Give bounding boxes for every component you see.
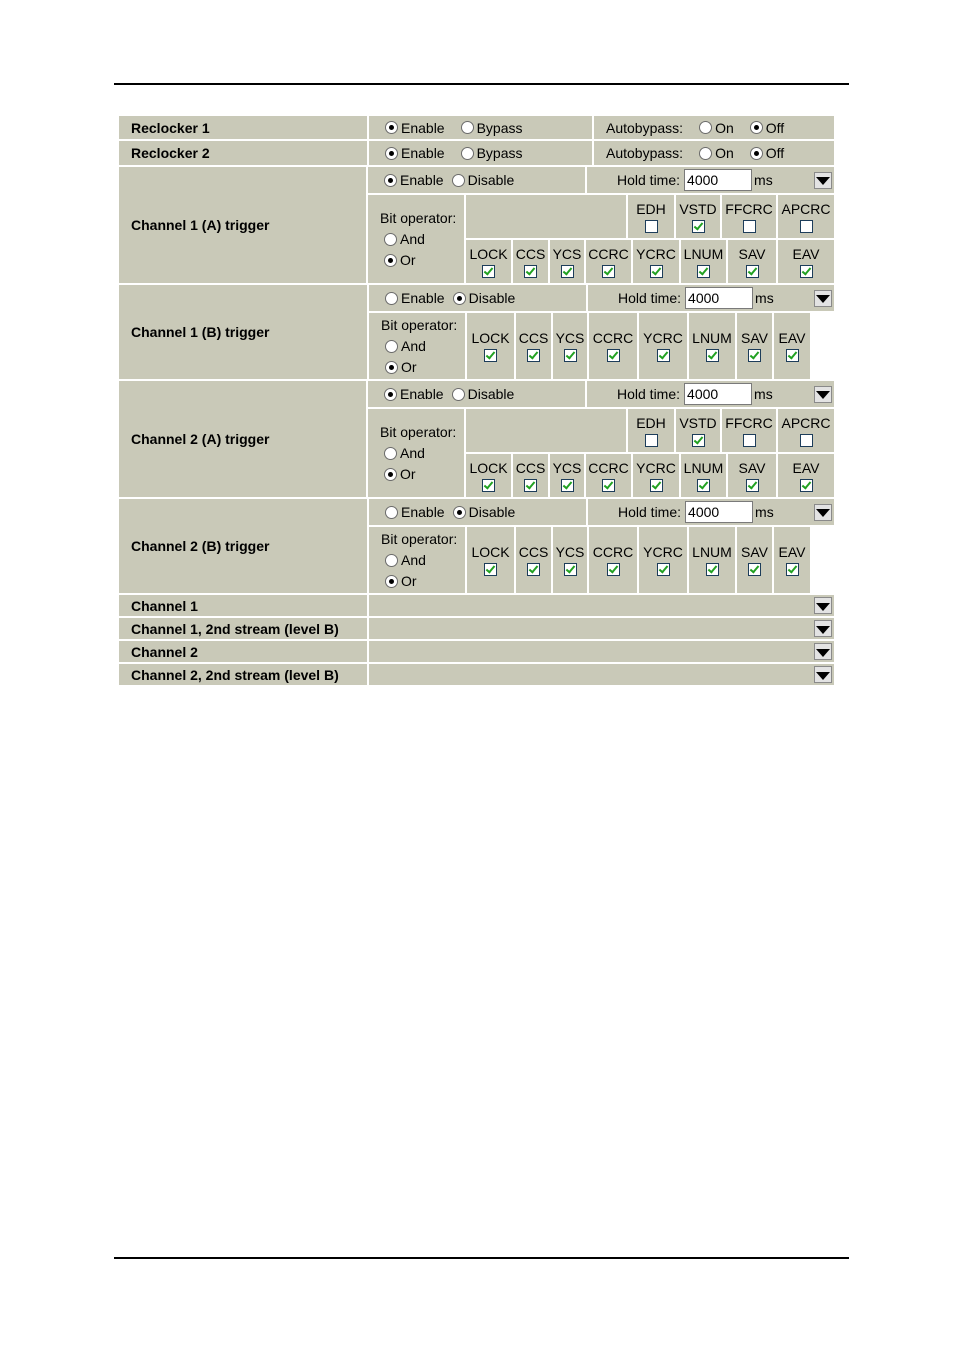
flag-label: LOCK (471, 544, 510, 560)
and-text: And (401, 551, 426, 568)
trigger-row (119, 381, 834, 497)
flag-cell (516, 527, 551, 593)
trigger-body (368, 195, 834, 283)
state-cell (368, 381, 585, 407)
row-controls (369, 116, 834, 139)
radio-icon[interactable] (385, 361, 398, 374)
checkbox-icon[interactable] (561, 479, 574, 492)
flag-cell (676, 195, 720, 238)
disable-option[interactable] (453, 504, 516, 520)
flag-cell (513, 240, 548, 283)
radio-icon[interactable] (750, 147, 763, 160)
channel-row (119, 618, 834, 639)
flag-cell (774, 313, 810, 379)
checkbox-icon[interactable] (748, 563, 761, 576)
flag-cell (774, 527, 810, 593)
channel-row (119, 641, 834, 662)
row-label: Reclocker 1 (119, 116, 367, 139)
hold-time-input[interactable] (684, 383, 752, 405)
flag-grid (467, 527, 834, 593)
row-controls (368, 381, 834, 497)
hold-time-input[interactable] (685, 501, 753, 523)
flag-label: SAV (741, 330, 768, 346)
bit-operator (368, 409, 464, 497)
flag-cell (737, 313, 772, 379)
flag-cell (550, 240, 584, 283)
disable-text: Disable (467, 386, 515, 402)
checkbox-icon[interactable] (743, 434, 756, 447)
and-option[interactable] (384, 229, 464, 250)
or-option[interactable] (385, 357, 465, 378)
enable-option[interactable] (384, 172, 444, 188)
flag-grid (466, 195, 834, 283)
off-option[interactable] (750, 120, 784, 136)
radio-icon[interactable] (384, 233, 397, 246)
unit-label: ms (755, 504, 774, 520)
or-text: Or (401, 358, 417, 375)
disable-option[interactable] (452, 172, 515, 188)
or-text: Or (400, 251, 416, 268)
flag-label: EAV (792, 459, 820, 476)
bit-operator (369, 313, 465, 379)
channel-expander[interactable] (369, 595, 834, 616)
radio-icon[interactable] (453, 506, 466, 519)
checkbox-icon[interactable] (657, 563, 670, 576)
enable-text: Enable (401, 145, 445, 161)
top-rule (114, 83, 849, 85)
flag-label: EAV (778, 330, 806, 346)
bypass-text: Bypass (476, 145, 523, 161)
and-option[interactable] (384, 443, 464, 464)
and-text: And (401, 337, 426, 354)
channel-expander[interactable] (369, 618, 834, 639)
enable-option[interactable] (385, 120, 445, 136)
off-text: Off (765, 145, 785, 161)
flag-cell (681, 240, 726, 283)
chevron-down-icon[interactable] (814, 290, 832, 307)
bit-operator (368, 195, 464, 283)
flag-cell (589, 313, 637, 379)
radio-icon[interactable] (385, 292, 398, 305)
checkbox-icon[interactable] (645, 434, 658, 447)
checkbox-icon[interactable] (746, 479, 759, 492)
row-label: Channel 1 (A) trigger (119, 167, 366, 283)
chevron-down-icon[interactable] (814, 643, 832, 660)
flag-label: YCS (555, 544, 585, 560)
chevron-down-icon[interactable] (814, 504, 832, 521)
flag-label: EDH (636, 414, 666, 431)
checkbox-icon[interactable] (564, 349, 577, 362)
flag-row-top (466, 409, 834, 452)
state-cell (369, 499, 586, 525)
radio-icon[interactable] (452, 388, 465, 401)
disable-option[interactable] (453, 290, 516, 306)
flag-label: CCS (515, 245, 546, 262)
flag-label: CCS (515, 459, 546, 476)
flag-cell (628, 195, 674, 238)
checkbox-icon[interactable] (697, 479, 710, 492)
checkbox-icon[interactable] (800, 265, 813, 278)
flag-label: VSTD (679, 200, 717, 217)
checkbox-icon[interactable] (607, 349, 620, 362)
flag-cell (778, 195, 834, 238)
flag-label: CCRC (588, 245, 629, 262)
enable-text: Enable (400, 386, 444, 402)
checkbox-icon[interactable] (800, 479, 813, 492)
checkbox-icon[interactable] (800, 220, 813, 233)
flag-label: CCRC (592, 544, 634, 560)
checkbox-icon[interactable] (650, 265, 663, 278)
trigger-body (369, 527, 834, 593)
flag-label: SAV (738, 245, 766, 262)
checkbox-icon[interactable] (484, 349, 497, 362)
flag-cell (778, 409, 834, 452)
checkbox-icon[interactable] (657, 349, 670, 362)
autobypass-label: Autobypass: (606, 119, 684, 136)
trigger-header (369, 285, 834, 311)
checkbox-icon[interactable] (692, 220, 705, 233)
row-controls (369, 664, 834, 685)
flag-row-bottom (466, 454, 834, 497)
checkbox-icon[interactable] (564, 563, 577, 576)
enable-text: Enable (401, 119, 445, 136)
flag-label: LNUM (683, 245, 724, 262)
flag-label: LOCK (471, 330, 510, 346)
row-controls (369, 641, 834, 662)
checkbox-icon[interactable] (748, 349, 761, 362)
flag-label: CCS (518, 330, 549, 346)
row-controls (368, 167, 834, 283)
radio-icon[interactable] (699, 147, 712, 160)
row-label: Channel 2 (119, 641, 367, 662)
bypass-text: Bypass (476, 119, 523, 136)
checkbox-icon[interactable] (482, 479, 495, 492)
on-text: On (715, 119, 734, 136)
flag-cell (633, 240, 679, 283)
flag-label: YCRC (643, 544, 683, 560)
enable-option[interactable] (384, 386, 444, 402)
reclocker-controls (369, 141, 834, 165)
reclocker-row (119, 141, 834, 165)
and-option[interactable] (385, 336, 465, 357)
flag-label: YCS (552, 245, 582, 262)
autobypass-cell (594, 141, 834, 165)
unit-label: ms (754, 386, 773, 402)
disable-text: Disable (468, 504, 516, 520)
and-text: And (400, 444, 425, 461)
checkbox-icon[interactable] (786, 563, 799, 576)
hold-cell (588, 285, 834, 311)
flag-cell (466, 240, 511, 283)
flag-cell (550, 454, 584, 497)
checkbox-icon[interactable] (482, 265, 495, 278)
row-label: Channel 1 (B) trigger (119, 285, 367, 379)
flag-cell (778, 240, 834, 283)
or-option[interactable] (384, 464, 464, 485)
trigger-body (368, 409, 834, 497)
radio-icon[interactable] (452, 174, 465, 187)
radio-icon[interactable] (384, 174, 397, 187)
checkbox-icon[interactable] (706, 563, 719, 576)
radio-icon[interactable] (384, 388, 397, 401)
flag-cell (778, 454, 834, 497)
row-label: Channel 1, 2nd stream (level B) (119, 618, 367, 639)
flag-label: YCS (552, 459, 582, 476)
row-controls (369, 595, 834, 616)
flag-grid (467, 313, 834, 379)
row-controls (369, 285, 834, 379)
flag-label: APCRC (781, 414, 831, 431)
on-option[interactable] (699, 145, 734, 161)
row-controls (369, 141, 834, 165)
flag-label: APCRC (781, 200, 831, 217)
off-text: Off (765, 119, 785, 136)
row-label: Channel 2, 2nd stream (level B) (119, 664, 367, 685)
flag-spacer (466, 409, 626, 452)
flag-cell (722, 195, 776, 238)
checkbox-icon[interactable] (602, 479, 615, 492)
flag-cell (628, 409, 674, 452)
flag-cell (467, 527, 514, 593)
mode-cell (369, 116, 592, 139)
checkbox-icon[interactable] (524, 265, 537, 278)
chevron-down-icon[interactable] (814, 597, 832, 614)
hold-time-label: Hold time: (618, 290, 682, 306)
enable-option[interactable] (385, 290, 445, 306)
on-text: On (715, 145, 734, 161)
radio-icon[interactable] (384, 254, 397, 267)
chevron-down-icon[interactable] (814, 172, 832, 189)
checkbox-icon[interactable] (786, 349, 799, 362)
enable-text: Enable (401, 504, 445, 520)
config-panel (119, 116, 834, 687)
enable-option[interactable] (385, 145, 445, 161)
radio-icon[interactable] (385, 340, 398, 353)
flag-label: EAV (778, 544, 806, 560)
row-controls (369, 499, 834, 593)
or-option[interactable] (385, 571, 465, 592)
hold-cell (587, 381, 834, 407)
flag-label: SAV (738, 459, 766, 476)
flag-label: EDH (636, 200, 666, 217)
hold-time-input[interactable] (684, 169, 752, 191)
row-label: Channel 1 (119, 595, 367, 616)
checkbox-icon[interactable] (692, 434, 705, 447)
checkbox-icon[interactable] (602, 265, 615, 278)
flag-label: LOCK (469, 459, 508, 476)
flag-cell (722, 409, 776, 452)
radio-icon[interactable] (384, 468, 397, 481)
checkbox-icon[interactable] (706, 349, 719, 362)
flag-label: YCRC (643, 330, 683, 346)
autobypass-cell (594, 116, 834, 139)
bit-operator-label: Bit operator: (380, 209, 457, 226)
off-option[interactable] (750, 145, 784, 161)
trigger-header (368, 381, 834, 407)
autobypass-label: Autobypass: (606, 145, 684, 161)
reclocker-row (119, 116, 834, 139)
radio-icon[interactable] (385, 121, 398, 134)
bit-operator-label: Bit operator: (381, 530, 458, 547)
radio-icon[interactable] (461, 147, 474, 160)
flag-label: LNUM (692, 544, 732, 560)
flag-label: LNUM (683, 459, 724, 476)
flag-cell (513, 454, 548, 497)
disable-option[interactable] (452, 386, 515, 402)
checkbox-icon[interactable] (743, 220, 756, 233)
flag-cell (676, 409, 720, 452)
row-label: Channel 2 (B) trigger (119, 499, 367, 593)
checkbox-icon[interactable] (607, 563, 620, 576)
flag-cell (553, 527, 587, 593)
flag-cell (689, 527, 735, 593)
reclocker-controls (369, 116, 834, 139)
flag-cell (639, 313, 687, 379)
trigger-row (119, 499, 834, 593)
enable-text: Enable (400, 172, 444, 188)
hold-time-label: Hold time: (618, 504, 682, 520)
hold-time-label: Hold time: (617, 172, 681, 188)
checkbox-icon[interactable] (524, 479, 537, 492)
flag-label: LOCK (469, 245, 508, 262)
flag-cell (466, 454, 511, 497)
row-controls (369, 618, 834, 639)
flag-label: CCS (518, 544, 549, 560)
or-option[interactable] (384, 250, 464, 271)
state-cell (368, 167, 585, 193)
or-text: Or (401, 572, 417, 589)
enable-option[interactable] (385, 504, 445, 520)
trigger-row (119, 285, 834, 379)
checkbox-icon[interactable] (527, 563, 540, 576)
chevron-down-icon[interactable] (814, 666, 832, 683)
flag-grid (466, 409, 834, 497)
checkbox-icon[interactable] (650, 479, 663, 492)
radio-icon[interactable] (385, 147, 398, 160)
checkbox-icon[interactable] (561, 265, 574, 278)
trigger-header (368, 167, 834, 193)
flag-label: FFCRC (725, 414, 773, 431)
bit-operator-label: Bit operator: (381, 316, 458, 333)
flag-row-bottom (466, 240, 834, 283)
channel-row (119, 664, 834, 685)
radio-icon[interactable] (385, 575, 398, 588)
radio-icon[interactable] (384, 447, 397, 460)
channel-section (119, 595, 834, 685)
bottom-rule (114, 1257, 849, 1259)
flag-spacer (466, 195, 626, 238)
channel-row (119, 595, 834, 616)
bit-operator (369, 527, 465, 593)
trigger-header (369, 499, 834, 525)
hold-time-input[interactable] (685, 287, 753, 309)
hold-cell (587, 167, 834, 193)
trigger-body (369, 313, 834, 379)
on-option[interactable] (699, 120, 734, 136)
chevron-down-icon[interactable] (814, 386, 832, 403)
enable-text: Enable (401, 290, 445, 306)
flag-label: YCRC (636, 459, 676, 476)
trigger-row (119, 167, 834, 283)
flag-label: FFCRC (725, 200, 773, 217)
channel-expander[interactable] (369, 641, 834, 662)
hold-cell (588, 499, 834, 525)
and-text: And (400, 230, 425, 247)
flag-cell (728, 454, 776, 497)
unit-label: ms (755, 290, 774, 306)
bit-operator-label: Bit operator: (380, 423, 457, 440)
radio-icon[interactable] (453, 292, 466, 305)
flag-row-top (466, 195, 834, 238)
or-text: Or (400, 465, 416, 482)
flag-cell (516, 313, 551, 379)
flag-label: VSTD (679, 414, 717, 431)
flag-label: CCRC (592, 330, 634, 346)
flag-cell (633, 454, 679, 497)
state-cell (369, 285, 586, 311)
flag-label: YCRC (636, 245, 676, 262)
and-option[interactable] (385, 550, 465, 571)
checkbox-icon[interactable] (645, 220, 658, 233)
radio-icon[interactable] (461, 121, 474, 134)
unit-label: ms (754, 172, 773, 188)
trigger-section (119, 167, 834, 593)
radio-icon[interactable] (385, 554, 398, 567)
row-label: Reclocker 2 (119, 141, 367, 165)
checkbox-icon[interactable] (746, 265, 759, 278)
radio-icon[interactable] (750, 121, 763, 134)
flag-label: LNUM (692, 330, 732, 346)
flag-cell (586, 240, 631, 283)
checkbox-icon[interactable] (484, 563, 497, 576)
flag-cell (639, 527, 687, 593)
flag-cell (737, 527, 772, 593)
chevron-down-icon[interactable] (814, 620, 832, 637)
checkbox-icon[interactable] (800, 434, 813, 447)
disable-text: Disable (468, 290, 516, 306)
flag-label: CCRC (588, 459, 629, 476)
bypass-option[interactable] (461, 120, 523, 136)
bypass-option[interactable] (461, 145, 523, 161)
flag-cell (467, 313, 514, 379)
flag-cell (681, 454, 726, 497)
disable-text: Disable (467, 172, 515, 188)
flag-cell (586, 454, 631, 497)
checkbox-icon[interactable] (527, 349, 540, 362)
hold-time-label: Hold time: (617, 386, 681, 402)
flag-label: YCS (555, 330, 585, 346)
flag-cell (589, 527, 637, 593)
flag-cell (728, 240, 776, 283)
mode-cell (369, 141, 592, 165)
flag-label: EAV (792, 245, 820, 262)
channel-expander[interactable] (369, 664, 834, 685)
flag-label: SAV (741, 544, 768, 560)
row-label: Channel 2 (A) trigger (119, 381, 366, 497)
flag-cell (553, 313, 587, 379)
flag-cell (689, 313, 735, 379)
radio-icon[interactable] (699, 121, 712, 134)
checkbox-icon[interactable] (697, 265, 710, 278)
radio-icon[interactable] (385, 506, 398, 519)
